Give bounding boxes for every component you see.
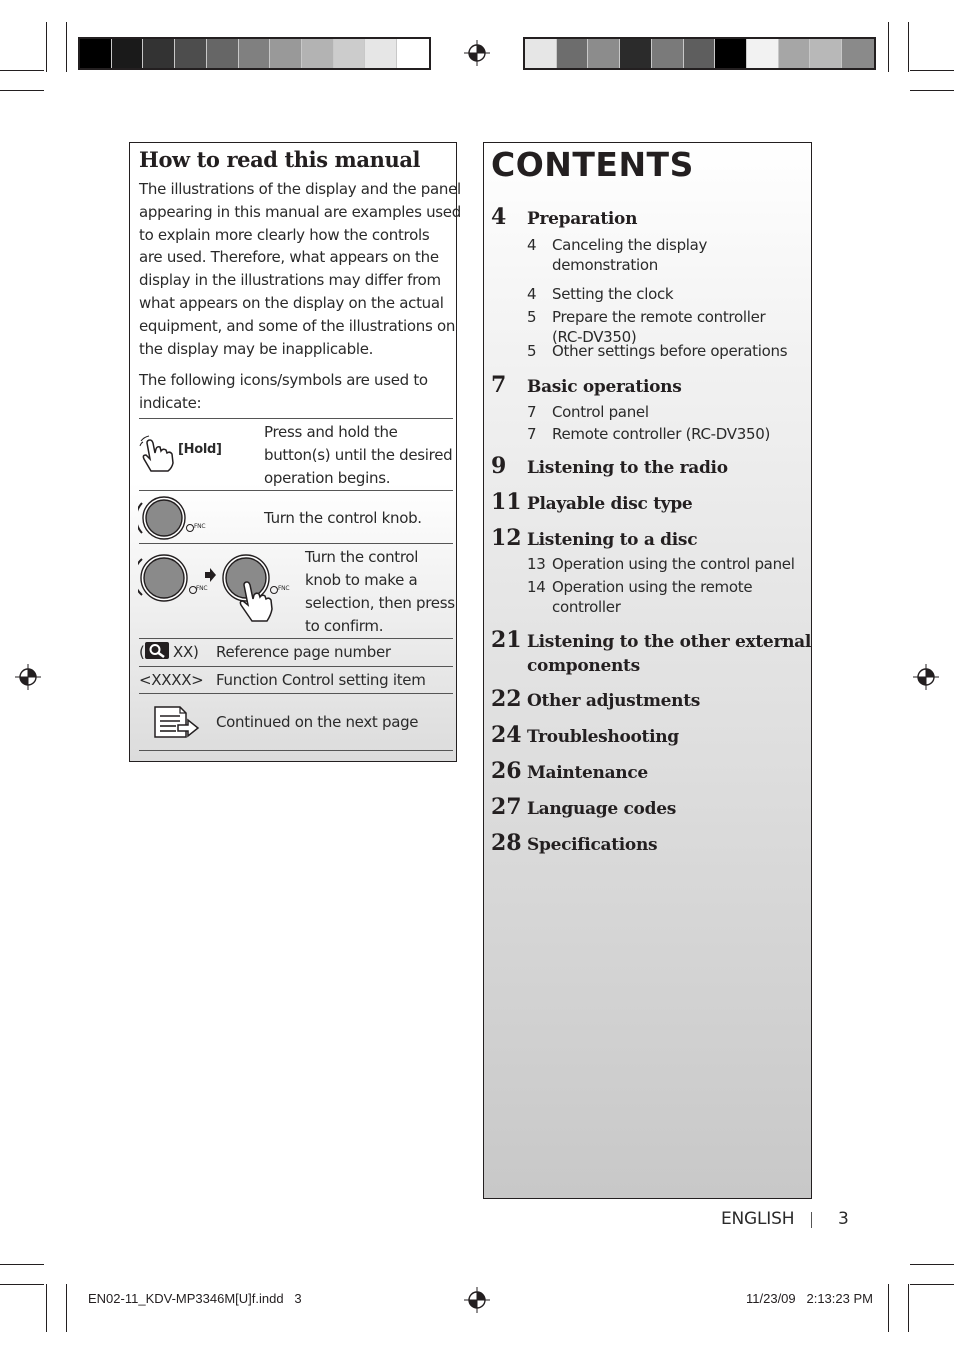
knob-label: FNC — [194, 523, 206, 530]
turn-description: Turn the control knob. — [264, 509, 422, 527]
function-control-description: Function Control setting item — [216, 671, 426, 689]
reference-symbol — [139, 641, 199, 664]
section-title: Preparation — [527, 209, 638, 229]
section-title: Basic operations — [527, 377, 682, 397]
paragraph-line: the display may be inapplicable. — [139, 339, 374, 358]
section-title: Language codes — [527, 799, 676, 819]
subsection-page-number: 5 — [527, 342, 537, 360]
registration-target-icon — [15, 664, 41, 690]
subsection-title-line: Prepare the remote controller — [552, 308, 766, 326]
section-title-line: components — [527, 656, 640, 676]
paragraph-line: appearing in this manual are examples used — [139, 202, 461, 221]
subsection-title-line: Operation using the remote — [552, 578, 753, 596]
color-swatch — [239, 39, 271, 68]
section-title — [527, 630, 811, 678]
color-swatch — [80, 39, 112, 68]
description-line: Turn the control — [305, 548, 419, 566]
color-swatch — [112, 39, 144, 68]
paragraph-line: to explain more clearly how the controls — [139, 225, 430, 244]
knob-label: FNC — [278, 585, 290, 592]
color-swatch — [715, 39, 747, 68]
reference-open-paren: ( — [139, 643, 145, 661]
subsection-title — [552, 577, 802, 617]
density-color-bar — [523, 37, 876, 70]
section-title: Maintenance — [527, 763, 648, 783]
subsection-title-line: Remote controller (RC-DV350) — [552, 425, 771, 443]
grayscale-color-bar — [78, 37, 431, 70]
section-page-number: 28 — [491, 830, 522, 856]
continued-description: Continued on the next page — [216, 713, 419, 731]
subsection-page-number: 14 — [527, 578, 546, 596]
section-page-number: 9 — [491, 453, 507, 479]
subsection-page-number: 4 — [527, 285, 537, 303]
subsection-title-line: demonstration — [552, 256, 658, 274]
icons-intro-paragraph — [139, 369, 428, 415]
subsection-title — [552, 554, 802, 574]
color-swatch — [334, 39, 366, 68]
how-to-read-title: How to read this manual — [139, 147, 421, 172]
subsection-title — [552, 284, 802, 304]
section-page-number: 7 — [491, 372, 507, 398]
color-swatch — [557, 39, 589, 68]
contents-title: CONTENTS — [491, 145, 694, 184]
subsection-page-number: 13 — [527, 555, 546, 573]
intro-paragraph — [139, 178, 461, 360]
color-swatch — [365, 39, 397, 68]
color-swatch — [302, 39, 334, 68]
registration-target-icon — [464, 40, 490, 66]
magnifier-icon — [145, 642, 169, 659]
section-title-line: Listening to the other external — [527, 632, 812, 652]
contents-panel — [483, 142, 812, 1199]
subsection-title — [552, 424, 802, 444]
section-title: Specifications — [527, 835, 658, 855]
control-knob-icon — [138, 493, 213, 543]
subsection-page-number: 7 — [527, 403, 537, 421]
hold-description — [264, 421, 452, 490]
continued-page-icon — [152, 703, 202, 743]
subsection-page-number: 5 — [527, 308, 537, 326]
color-swatch — [810, 39, 842, 68]
paragraph-line: The illustrations of the display and the panel — [139, 180, 461, 198]
color-swatch — [684, 39, 716, 68]
subsection-title-line: Other settings before operations — [552, 342, 788, 360]
footer-language: ENGLISH — [721, 1209, 795, 1229]
section-page-number: 12 — [491, 525, 522, 551]
footer-separator — [811, 1212, 812, 1228]
knob-label: FNC — [196, 585, 208, 592]
subsection-title — [552, 402, 802, 422]
section-page-number: 21 — [491, 627, 522, 653]
color-swatch — [747, 39, 779, 68]
paragraph-line: are used. Therefore, what appears on the — [139, 248, 439, 267]
subsection-title-line: controller — [552, 598, 621, 616]
hand-press-icon — [139, 435, 181, 473]
section-title: Listening to a disc — [527, 530, 698, 550]
turn-press-description — [305, 546, 455, 638]
paragraph-line: equipment, and some of the illustrations on — [139, 316, 456, 335]
paragraph-line: what appears on the display on the actual — [139, 293, 444, 312]
subsection-page-number: 7 — [527, 425, 537, 443]
description-line: button(s) until the desired — [264, 446, 453, 464]
reference-description: Reference page number — [216, 643, 391, 661]
color-swatch — [207, 39, 239, 68]
reference-close-paren: XX) — [168, 643, 199, 661]
section-title: Troubleshooting — [527, 727, 679, 747]
section-page-number: 11 — [491, 489, 522, 515]
color-swatch — [143, 39, 175, 68]
section-page-number: 4 — [491, 204, 507, 230]
control-knob-press-icon — [138, 547, 298, 625]
section-page-number: 26 — [491, 758, 522, 784]
subsection-page-number: 4 — [527, 236, 537, 254]
section-page-number: 24 — [491, 722, 522, 748]
subsection-title — [552, 235, 802, 275]
section-title: Listening to the radio — [527, 458, 728, 478]
registration-target-icon — [464, 1287, 490, 1313]
slug-date: 11/23/09 2:13:23 PM — [746, 1291, 873, 1306]
color-swatch — [525, 39, 557, 68]
page-number: 3 — [838, 1209, 849, 1229]
description-line: operation begins. — [264, 469, 391, 487]
description-line: to confirm. — [305, 617, 384, 635]
paragraph-line: The following icons/symbols are used to — [139, 371, 428, 389]
subsection-title-line: (RC-DV350) — [552, 328, 637, 346]
subsection-title-line: Operation using the control panel — [552, 555, 795, 573]
slug-filename: EN02-11_KDV-MP3346M[U]f.indd 3 — [88, 1291, 302, 1306]
section-title: Playable disc type — [527, 494, 693, 514]
how-to-read-panel — [129, 142, 461, 762]
paragraph-line: indicate: — [139, 393, 202, 412]
color-swatch — [842, 39, 874, 68]
color-swatch — [175, 39, 207, 68]
description-line: knob to make a — [305, 571, 418, 589]
subsection-title — [552, 341, 802, 361]
color-swatch — [588, 39, 620, 68]
hold-label: [Hold] — [178, 442, 222, 457]
color-swatch — [270, 39, 302, 68]
section-page-number: 27 — [491, 794, 522, 820]
function-control-symbol: <XXXX> — [139, 671, 204, 689]
subsection-title-line: Canceling the display — [552, 236, 708, 254]
registration-target-icon — [913, 664, 939, 690]
subsection-title-line: Setting the clock — [552, 285, 674, 303]
color-swatch — [620, 39, 652, 68]
color-swatch — [397, 39, 429, 68]
paragraph-line: display in the illustrations may differ from — [139, 271, 441, 290]
section-page-number: 22 — [491, 686, 522, 712]
section-title: Other adjustments — [527, 691, 701, 711]
subsection-title-line: Control panel — [552, 403, 649, 421]
description-line: Press and hold the — [264, 423, 398, 441]
description-line: selection, then press — [305, 594, 455, 612]
color-swatch — [652, 39, 684, 68]
color-swatch — [779, 39, 811, 68]
